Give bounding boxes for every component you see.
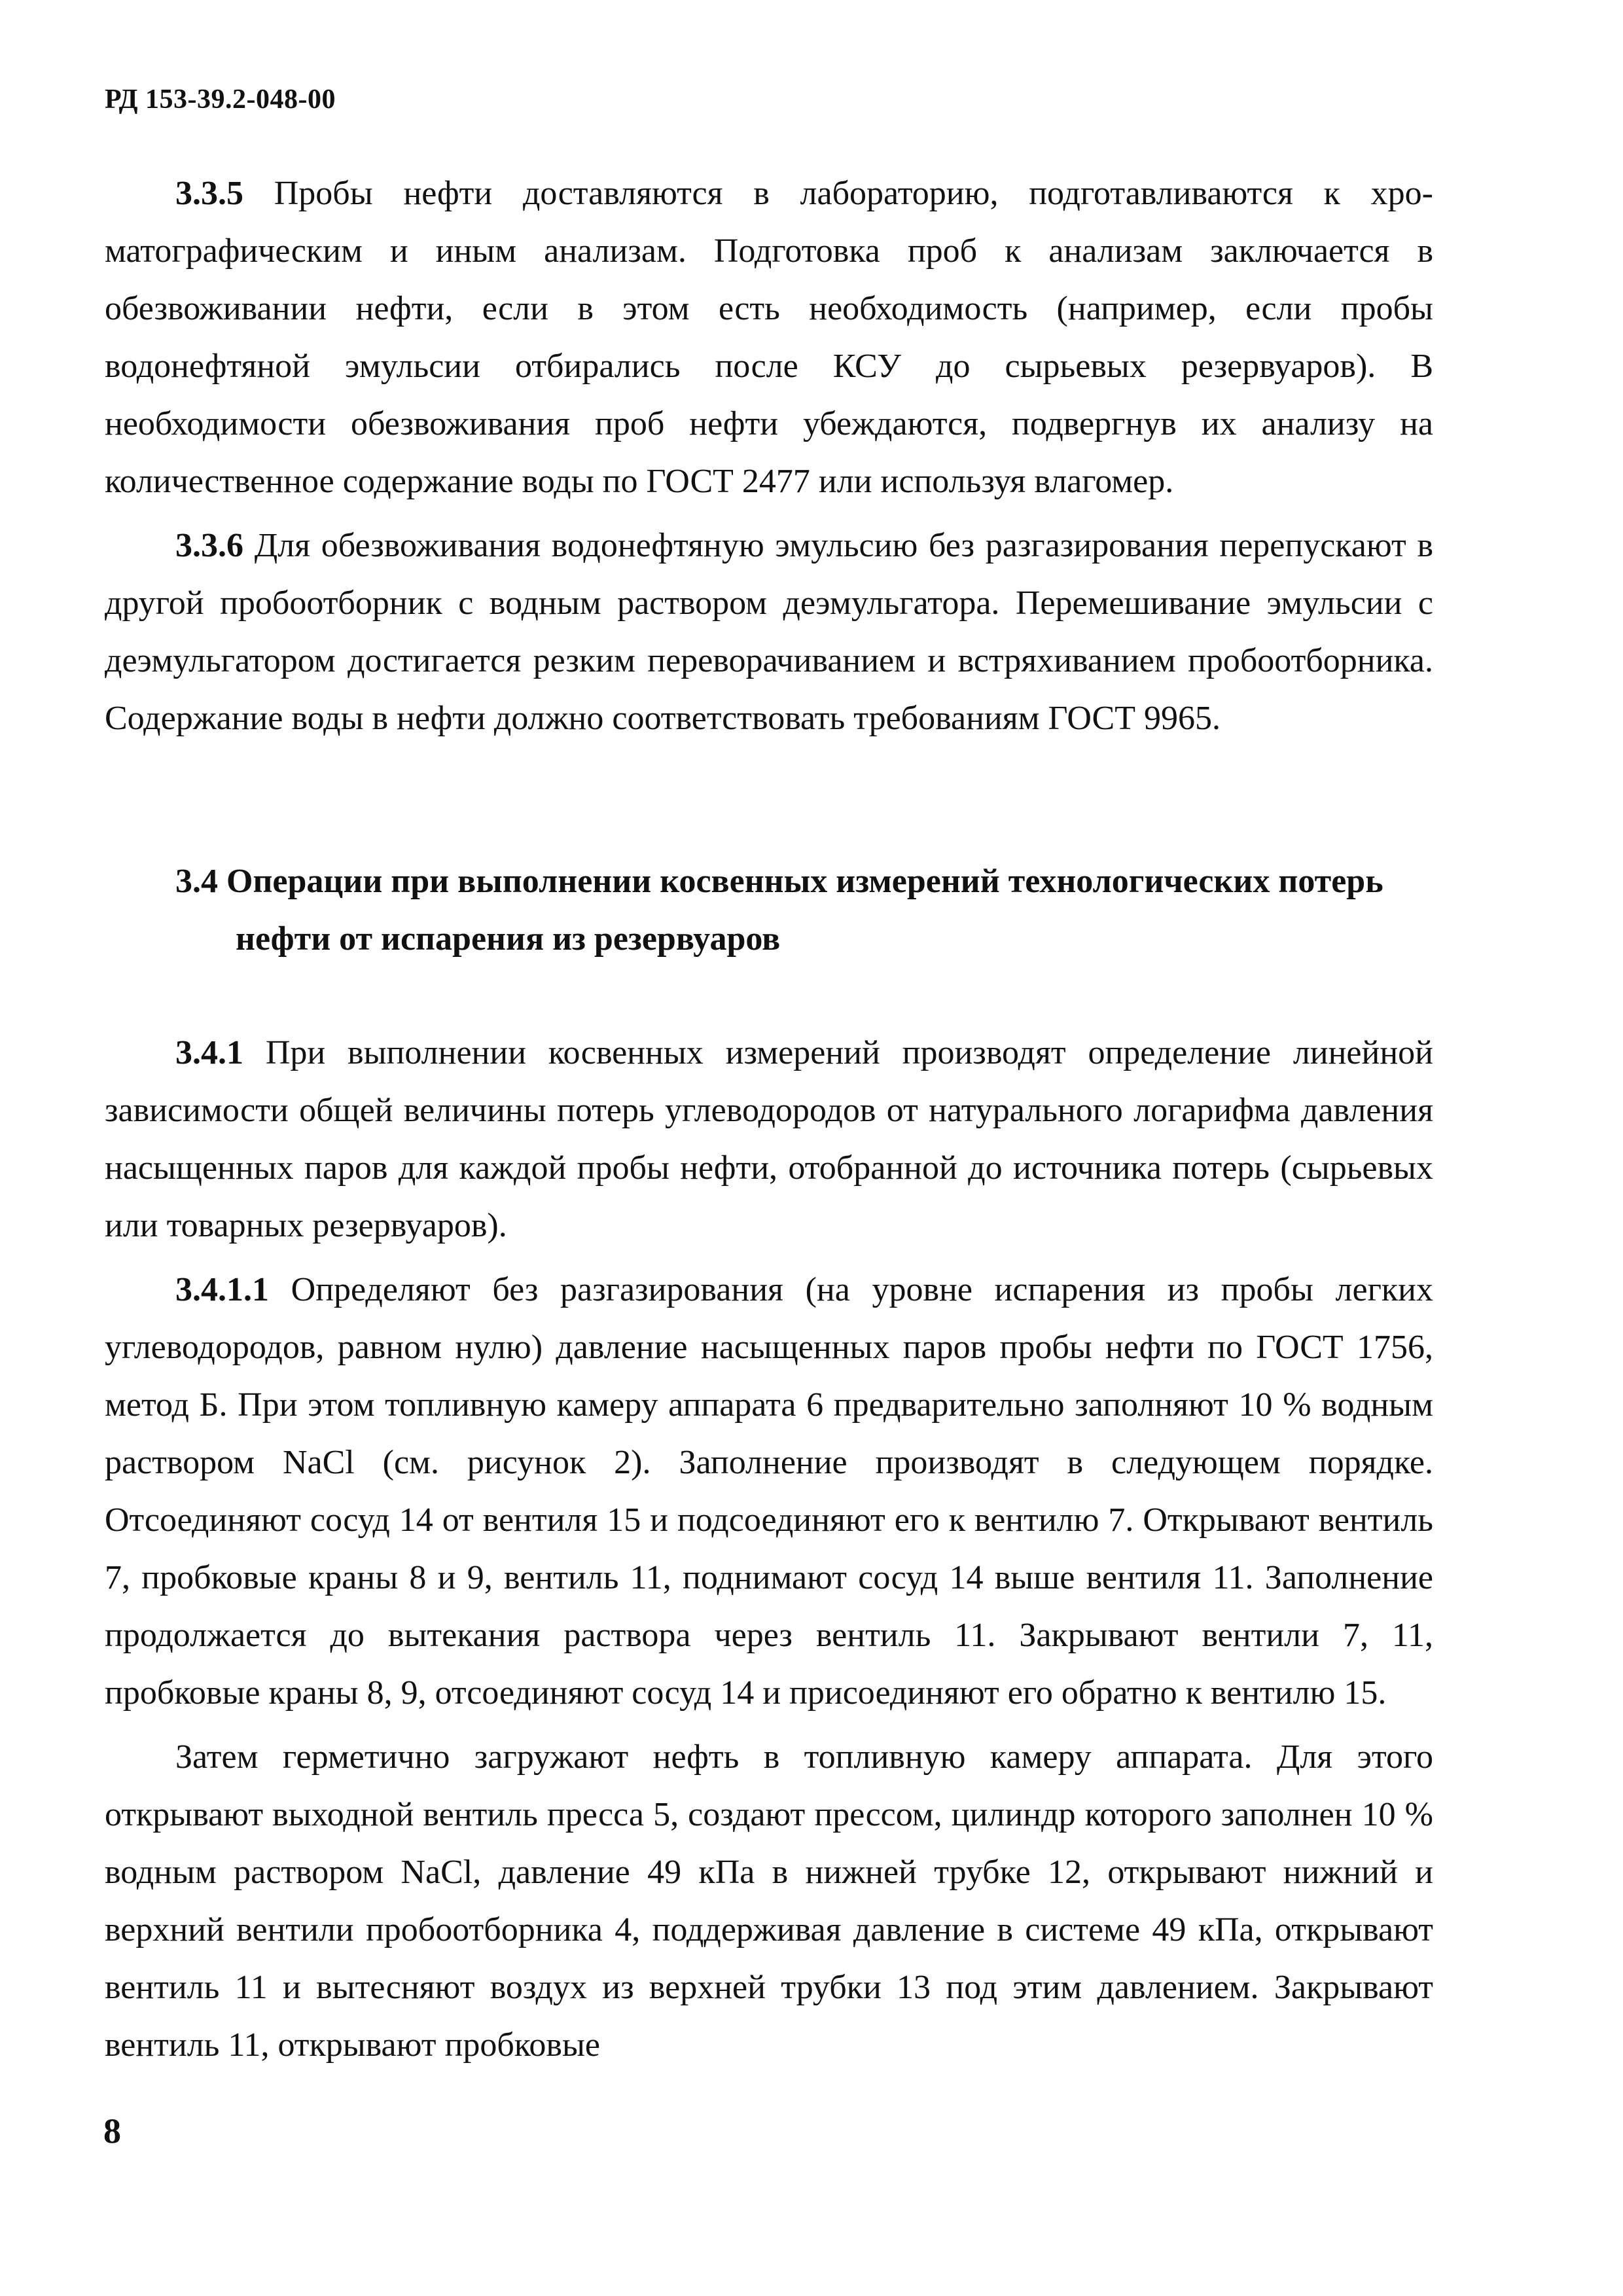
paragraph-text: Пробы нефти доставляются в лабораторию, подготавливаются к хроматографическим и иным анализам. Подготовка проб к анализам заключается в обезвоживании нефти, если в этом есть необходимость (например, если пробы водонефтяной эмульсии отбирались после КСУ до сырьевых резервуаров). В необходимости обезвоживания проб нефти убеждаются, подвергнув их анализу на количественное содержание воды по ГОСТ 2477 или используя влагомер.: [105, 175, 1433, 500]
paragraph-3-3-6: [105, 517, 1433, 747]
paragraph-3-3-5: [105, 165, 1433, 511]
paragraph-text: Определяют без разгазирования (на уровне испарения из пробы легких углеводородов, равном нулю) давление насыщенных паров пробы нефти по ГОСТ 1756, метод Б. При этом топливную камеру аппарата 6 предварительно заполняют 10 % водным раствором NaCl (см. рисунок 2). Заполнение производят в следующем порядке. Отсоединяют сосуд 14 от вентиля 15 и подсоединяют его к вентилю 7. Открывают вентиль 7, пробковые краны 8 и 9, вентиль 11, поднимают сосуд 14 выше вентиля 11. Заполнение продолжается до вытекания раствора через вентиль 11. Закрывают вентили 7, 11, пробковые краны 8, 9, отсоединяют сосуд 14 и присоединяют его обратно к вентилю 15.: [105, 1271, 1433, 1712]
paragraph-text: Для обезвоживания водонефтяную эмульсию без разгазирования перепускают в другой пробоотборник с водным раствором деэмульгатора. Перемешивание эмульсии с деэмульгатором достигается резким переворачиванием и встряхиванием пробоотборника. Содержание воды в нефти должно соответствовать требованиям ГОСТ 9965.: [105, 527, 1433, 737]
paragraph-number: 3.4.1.1: [175, 1271, 269, 1308]
paragraph-number: 3.3.5: [175, 175, 243, 212]
paragraph-text: Затем герметично загружают нефть в топливную камеру аппарата. Для этого открывают выходной вентиль пресса 5, создают прессом, цилиндр которого заполнен 10 % водным раствором NaCl, давление 49 кПа в нижней трубке 12, открывают нижний и верхний вентили пробоотборника 4, поддерживая давление в системе 49 кПа, открывают вентиль 11 и вытесняют воздух из верхней трубки 13 под этим давлением. Закрывают вентиль 11, открывают пробковые: [105, 1738, 1433, 2064]
paragraph-number: 3.4.1: [175, 1034, 243, 1071]
paragraph-continuation: [105, 1729, 1433, 2074]
paragraph-text: При выполнении косвенных измерений производят определение линейной зависимости общей величины потерь углеводородов от натурального логарифма давления насыщенных паров для каждой пробы нефти, отобранной до источника потерь (сырьевых или товарных резервуаров).: [105, 1034, 1433, 1244]
text-block-section-3-3: [105, 165, 1433, 747]
section-heading-3-4: 3.4 Операции при выполнении косвенных измерений технологических потерь нефти от испарения из резервуаров: [175, 863, 1383, 958]
paragraph-number: 3.3.6: [175, 527, 243, 564]
paragraph-3-4-1-1: [105, 1261, 1433, 1722]
paragraph-3-4-1: [105, 1024, 1433, 1255]
text-block-section-3-4: [105, 1024, 1433, 2074]
page-number: 8: [103, 2111, 121, 2151]
document-code-header: РД 153-39.2-048-00: [105, 84, 336, 115]
